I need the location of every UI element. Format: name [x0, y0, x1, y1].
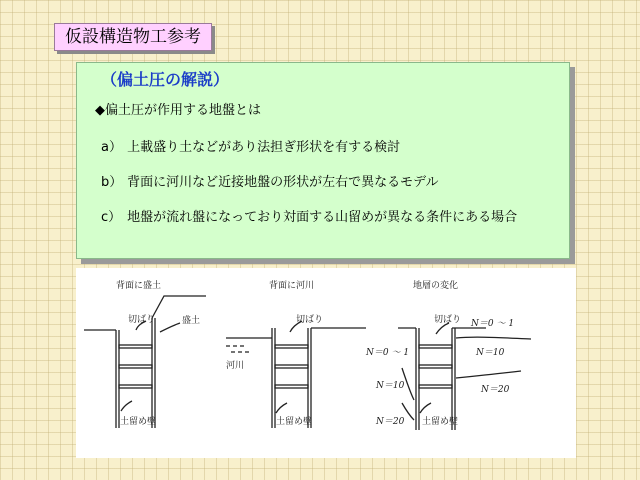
river-label: 河川 — [226, 361, 245, 371]
wall-label: 土留め壁 — [422, 417, 459, 427]
list-item-marker: c） — [101, 210, 122, 225]
n-value-label: N＝20 — [376, 417, 405, 427]
list-item — [101, 206, 517, 225]
diagram-title: 背面に河川 — [269, 281, 315, 291]
list-item-marker: a） — [101, 140, 122, 155]
list-item-text: 上載盛り土などがあり法担ぎ形状を有する検討 — [127, 140, 401, 155]
list-item-marker: b） — [101, 175, 123, 190]
diagram-title: 背面に盛土 — [116, 281, 162, 291]
stratum-boundary — [456, 371, 521, 378]
page-title: 仮設構造物工参考 — [54, 23, 212, 51]
embankment-outline — [152, 296, 206, 318]
strut-label: 切ばり — [296, 315, 324, 325]
diagram-river — [226, 321, 366, 428]
diagram-title: 地層の変化 — [413, 281, 459, 291]
strut — [419, 345, 452, 348]
n-value-label: N＝10 — [476, 348, 505, 358]
strut — [275, 365, 308, 368]
question-heading: ◆偏土圧が作用する地盤とは — [95, 103, 261, 118]
list-item-text: 地盤が流れ盤になっており対面する山留めが異なる条件にある場合 — [127, 210, 518, 225]
strut-label: 切ばり — [434, 315, 462, 325]
wall-leader — [276, 403, 287, 413]
figure-panel — [76, 268, 576, 458]
strut-label: 切ばり — [128, 315, 156, 325]
strut — [275, 345, 308, 348]
n-value-label: N＝0 ～ 1 — [366, 348, 410, 358]
strut — [419, 365, 452, 368]
strut — [275, 385, 308, 388]
diagram-strata — [398, 323, 531, 430]
earth-pressure-diagrams — [76, 268, 576, 458]
fill-label: 盛土 — [182, 316, 201, 326]
strut — [419, 385, 452, 388]
n-value-label: N＝10 — [376, 381, 405, 391]
wall-label: 土留め壁 — [120, 417, 157, 427]
section-subtitle: （偏土圧の解説） — [101, 70, 230, 89]
strut — [119, 365, 152, 368]
n-value-label: N＝0 ～ 1 — [471, 319, 515, 329]
list-item-text: 背面に河川など近接地盤の形状が左右で異なるモデル — [127, 175, 439, 190]
strut — [119, 385, 152, 388]
wall-leader — [121, 401, 132, 411]
stratum-boundary — [456, 337, 531, 339]
wall-label: 土留め壁 — [276, 417, 313, 427]
explanation-panel — [76, 62, 570, 259]
list-item — [101, 171, 439, 190]
n-value-label: N＝20 — [481, 385, 510, 395]
strut — [119, 345, 152, 348]
fill-leader — [160, 323, 180, 332]
list-item — [101, 136, 400, 155]
river-water — [226, 346, 251, 352]
wall-leader — [420, 403, 431, 413]
